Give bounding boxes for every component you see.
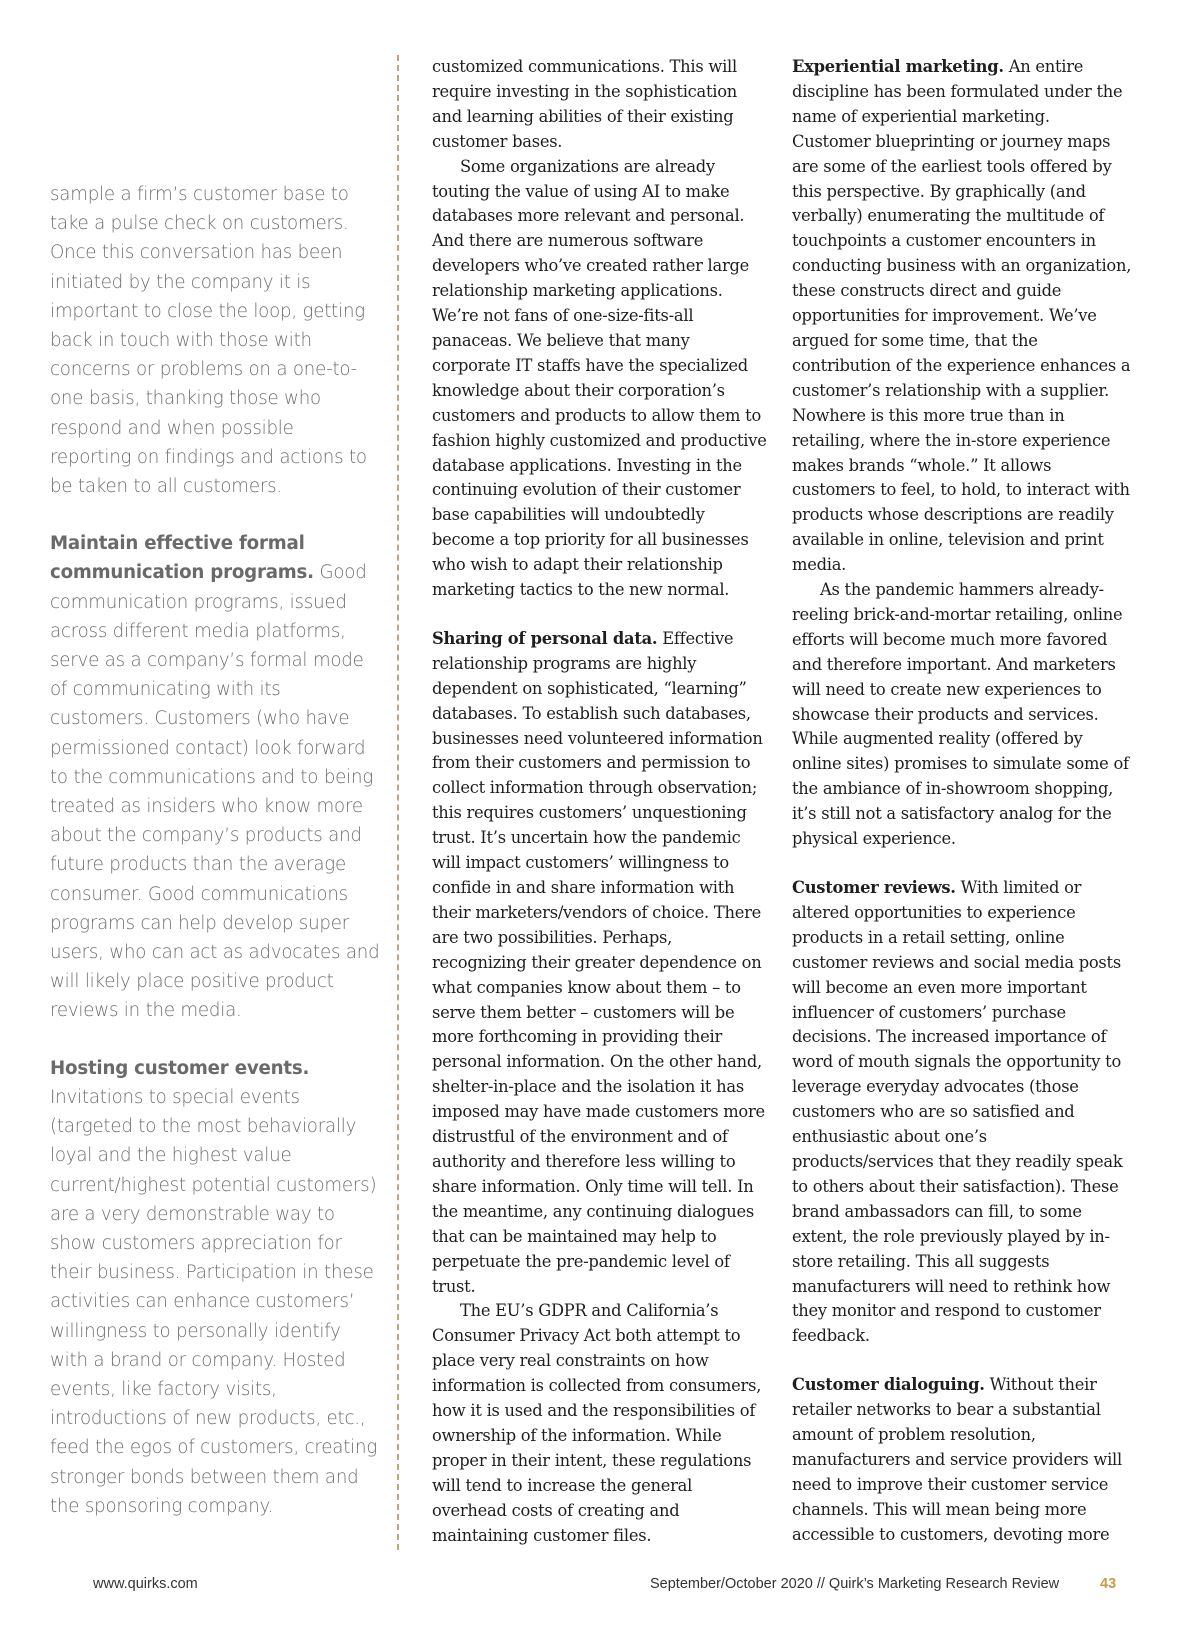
right-column [792,55,1132,1548]
body-customer-reviews: With limited or altered opportunities to experience products in a retail setting, online customer reviews and social media posts will become an even more important influencer of customers’ purchase decisions. The increased importance of word of mouth signals the opportunity to leverage everyday advocates (those customers who are so satisfied and enthusiastic about one’s products/services that they readily speak to others about their satisfaction). These brand ambassadors can fill, to some extent, the role previously played by in-store retailing. This all suggests manufacturers will need to rethink how they monitor and respond to customer feedback. [792,878,1123,1346]
middle-column [432,55,767,1548]
left-section-formal-communication [50,529,380,1025]
heading-customer-dialoguing: Customer dialoguing. [792,1375,985,1395]
heading-customer-reviews: Customer reviews. [792,878,956,897]
right-section-customer-reviews [792,876,1132,1349]
left-column [50,180,380,1521]
heading-personal-data: Sharing of personal data. [432,628,658,648]
footer-publication: September/October 2020 // Quirk’s Marketing Research Review [650,1576,1060,1592]
middle-section-personal-data [432,627,767,1299]
left-paragraph-closing-loop: sample a firm’s customer base to take a pulse check on customers. Once this conversation has been initiated by the company it is important to close the loop, getting back in touch with those with concerns or problems on a one-to-one basis, thanking those who respond and when possible reporting on findings and actions to be taken to all customers. [50,184,367,498]
page-number: 43 [1100,1576,1117,1592]
left-section-customer-events [50,1054,380,1521]
heading-customer-events: Hosting customer events. [50,1057,310,1079]
middle-paragraph-ai-databases: Some organizations are already touting the value of using AI to make databases more relevant and personal. And there are numerous software developers who’ve created rather large relationship marketing applications. We’re not fans of one-size-fits-all panaceas. We believe that many corporate IT staffs have the specialized knowledge about their corporation’s customers and products to allow them to fashion highly customized and productive database applications. Investing in the continuing evolution of their customer base capabilities will undoubtedly become a top priority for all businesses who wish to adapt their relationship marketing tactics to the new normal. [432,156,767,600]
body-experiential-marketing: An entire discipline has been formulated under the name of experiential marketing. Customer blueprinting or journey maps are some of the earliest tools offered by this perspective. By graphically (and verbally) enumerating the multitude of touchpoints a customer encounters in conducting business with an organization, these constructs direct and guide opportunities for improvement. We’ve argued for some time, that the contribution of the experience enhances a customer’s relationship with a supplier. Nowhere is this more true than in retailing, where the in-store experience makes brands “whole.” It allows customers to feel, to hold, to interact with products whose descriptions are readily available in online, television and print media. [792,57,1132,575]
right-section-customer-dialoguing [792,1373,1132,1547]
body-customer-events: Invitations to special events (targeted to the most behaviorally loyal and the highest value current/highest potential customers) are a very demonstrable way to show customers appreciation for their business. Participation in these activities can enhance customers’ willingness to personally identify with a brand or company. Hosted events, like factory visits, introductions of new products, etc., feed the egos of customers, creating stronger bonds between them and the sponsoring company. [50,1086,378,1517]
body-formal-communication: Good communication programs, issued across different media platforms, serve as a company’s formal mode of communicating with its customers. Customers (who have permissioned contact) look forward to the communications and to being treated as insiders who know more about the company’s products and future products than the average consumer. Good communications programs can help develop super users, who can act as advocates and will likely place positive product reviews in the media. [50,562,380,1022]
footer-website: www.quirks.com [93,1576,198,1592]
middle-paragraph-gdpr: The EU’s GDPR and California’s Consumer Privacy Act both attempt to place very real constraints on how information is collected from consumers, how it is used and the responsibilities of ownership of the information. While proper in their intent, these regulations will tend to increase the general overhead costs of creating and maintaining customer files. [432,1301,762,1545]
page-footer [0,1576,1200,1600]
heading-formal-communication: Maintain effective formal communication programs. [50,533,314,584]
heading-experiential-marketing: Experiential marketing. [792,57,1004,76]
right-paragraph-pandemic-retailing: As the pandemic hammers already-reeling brick-and-mortar retailing, online efforts will become much more favored and therefore important. And marketers will need to create new experiences to showcase their products and services. While augmented reality (offered by online sites) promises to simulate some of the ambiance of in-showroom shopping, it’s still not a satisfactory analog for the physical experience. [792,580,1129,849]
middle-paragraph-customized-communications: customized communications. This will require investing in the sophistication and learning abilities of their existing customer bases. [432,57,738,151]
body-customer-dialoguing: Without their retailer networks to bear a substantial amount of problem resolution, manufacturers and service providers will need to improve their customer service channels. This will mean being more accessible to customers, devoting more [792,1375,1122,1544]
right-section-experiential-marketing [792,55,1132,578]
body-personal-data: Effective relationship programs are highly dependent on sophisticated, “learning” databases. To establish such databases, businesses need volunteered information from their customers and permission to collect information through observation; this requires customers’ unquestioning trust. It’s uncertain how the pandemic will impact customers’ willingness to confide in and share information with their marketers/vendors of choice. There are two possibilities. Perhaps, recognizing their greater dependence on what companies know about them – to serve them better – customers will be more forthcoming in providing their personal information. On the other hand, shelter-in-place and the isolation it has imposed may have made customers more distrustful of the environment and of authority and therefore less willing to share information. Only time will tell. In the meantime, any continuing dialogues that can be maintained may help to perpetuate the pre-pandemic level of trust. [432,628,765,1296]
column-divider [397,55,399,1550]
